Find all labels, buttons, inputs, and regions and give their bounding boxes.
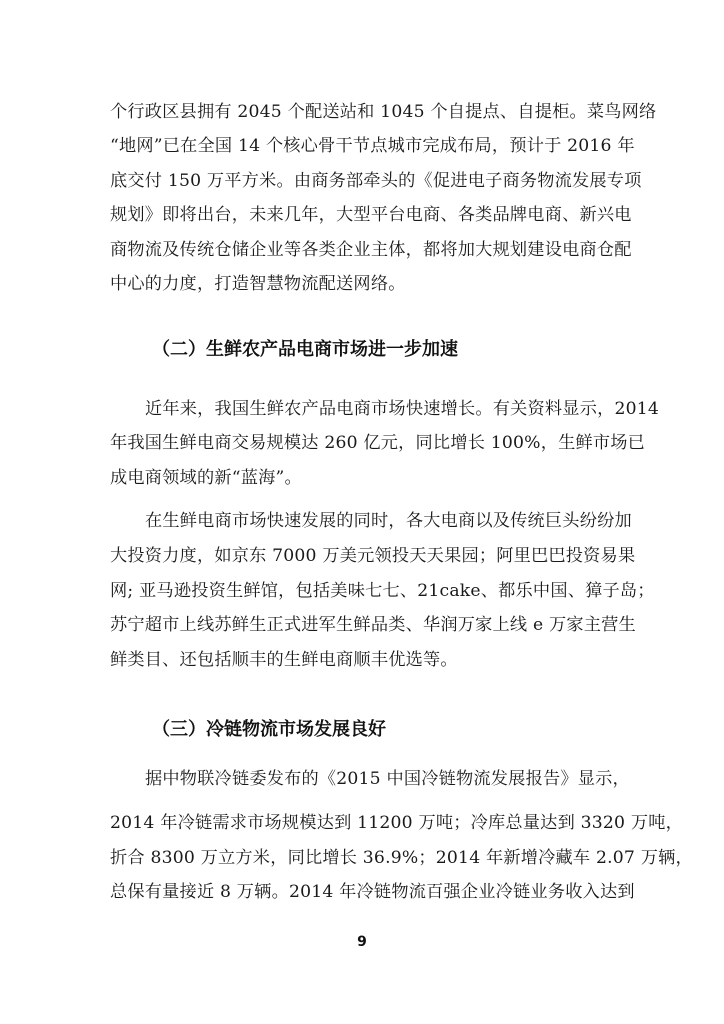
section-heading-3: （三）冷链物流市场发展良好 <box>152 719 386 740</box>
text-line: 底交付 150 万平方米。由商务部牵头的《促进电子商务物流发展专项 <box>110 171 642 191</box>
text-line: 鲜类目、还包括顺丰的生鲜电商顺丰优选等。 <box>110 650 458 670</box>
text-line: 折合 8300 万立方米，同比增长 36.9%；2014 年新增冷藏车 2.07 万辆， <box>110 848 693 868</box>
text-line: 苏宁超市上线苏鲜生正式进军生鲜品类、华润万家上线 e 万家主营生 <box>110 615 636 635</box>
text-line: 商物流及传统仓储企业等各类企业主体，都将加大规划建设电商仓配 <box>110 240 632 260</box>
text-line: 总保有量接近 8 万辆。2014 年冷链物流百强企业冷链业务收入达到 <box>110 882 635 902</box>
text-line: 网; 亚马逊投资生鲜馆，包括美味七七、21cake、都乐中国、獐子岛； <box>110 581 655 601</box>
section-heading-2: （二）生鲜农产品电商市场进一步加速 <box>152 339 458 360</box>
text-line: 大投资力度，如京东 7000 万美元领投天天果园；阿里巴巴投资易果 <box>110 546 636 566</box>
text-line: 规划》即将出台，未来几年，大型平台电商、各类品牌电商、新兴电 <box>110 205 632 225</box>
text-line: 据中物联冷链委发布的《2015 中国冷链物流发展报告》显示， <box>145 769 630 789</box>
text-line: 近年来，我国生鲜农产品电商市场快速增长。有关资料显示，2014 <box>145 399 660 419</box>
text-line: 在生鲜电商市场快速发展的同时，各大电商以及传统巨头纷纷加 <box>145 511 632 531</box>
text-line: 年我国生鲜电商交易规模达 260 亿元，同比增长 100%，生鲜市场已 <box>110 433 646 453</box>
page-number: 9 <box>357 934 367 950</box>
text-line: “地网”已在全国 14 个核心骨干节点城市完成布局，预计于 2016 年 <box>110 136 635 156</box>
text-line: 2014 年冷链需求市场规模达到 11200 万吨；冷库总量达到 3320 万吨， <box>110 813 683 833</box>
text-line: 中心的力度，打造智慧物流配送网络。 <box>110 274 406 294</box>
text-line: 成电商领域的新“蓝海”。 <box>110 468 302 488</box>
text-line: 个行政区县拥有 2045 个配送站和 1045 个自提点、自提柜。菜鸟网络 <box>110 102 657 122</box>
